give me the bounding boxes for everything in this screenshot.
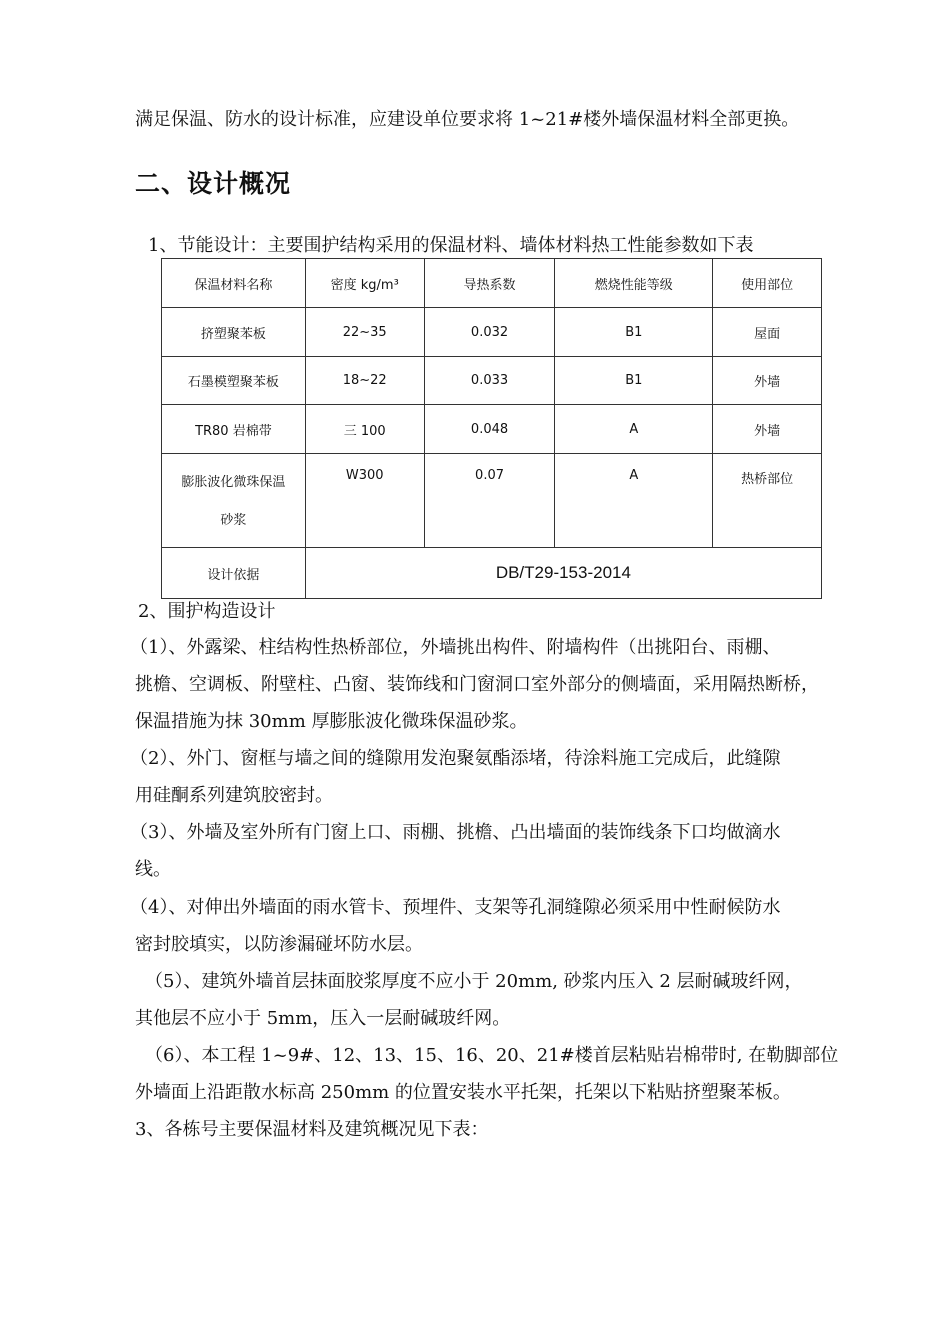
table-cell: 0.07: [424, 454, 555, 548]
table-cell: 0.033: [424, 357, 555, 405]
paragraph-item1-line3: 保温措施为抹 30mm 厚膨胀波化微珠保温砂浆。: [135, 711, 528, 732]
paragraph-item1-line1: （1）、外露梁、柱结构性热桥部位，外墙挑出构件、附墙构件（出挑阳台、雨棚、: [130, 637, 781, 658]
table-cell: B1: [555, 357, 713, 405]
paragraph-item5-line2: 其他层不应小于 5mm，压入一层耐碱玻纤网。: [135, 1008, 511, 1029]
paragraph-item5-line1: （5）、建筑外墙首层抹面胶浆厚度不应小于 20mm, 砂浆内压入 2 层耐碱玻纤网，: [145, 971, 803, 992]
table-cell: 0.032: [424, 308, 555, 357]
material-name-line1: 膨胀波化微珠保温: [181, 475, 286, 490]
table-cell: W300: [305, 454, 424, 548]
table-cell: 0.048: [424, 405, 555, 454]
paragraph-item6-line2: 外墙面上沿距散水标高 250mm 的位置安装水平托架，托架以下粘贴挤塑聚苯板。: [135, 1082, 791, 1103]
table-header-cell: 燃烧性能等级: [555, 259, 713, 308]
paragraph-energy-design: 1、节能设计：主要围护结构采用的保温材料、墙体材料热工性能参数如下表: [148, 235, 754, 256]
basis-value: DB/T29-153-2014: [305, 548, 821, 599]
material-name-line2: 砂浆: [220, 513, 247, 528]
paragraph-item1-line2: 挑檐、空调板、附壁柱、凸窗、装饰线和门窗洞口室外部分的侧墙面，采用隔热断桥，: [135, 674, 819, 695]
table-row: [162, 454, 822, 548]
paragraph-item3-line1: （3）、外墙及室外所有门窗上口、雨棚、挑檐、凸出墙面的装饰线条下口均做滴水: [130, 822, 781, 843]
paragraph-item4-line2: 密封胶填实，以防渗漏碰坏防水层。: [135, 934, 423, 955]
paragraph-item6-line1: （6）、本工程 1~9#、12、13、15、16、20、21#楼首层粘贴岩棉带时, 在勒脚部位: [145, 1045, 839, 1066]
table-cell: 22~35: [305, 308, 424, 357]
table-header-cell: 保温材料名称: [162, 259, 306, 308]
table-cell: B1: [555, 308, 713, 357]
paragraph-item2-line1: （2）、外门、窗框与墙之间的缝隙用发泡聚氨酯添堵，待涂料施工完成后，此缝隙: [130, 748, 781, 769]
paragraph-envelope-design: 2、围护构造设计: [138, 601, 276, 622]
paragraph-item4-line1: （4）、对伸出外墙面的雨水管卡、预埋件、支架等孔洞缝隙必须采用中性耐候防水: [130, 897, 781, 918]
table-header-cell: 导热系数: [424, 259, 555, 308]
table-header-cell: 密度 kg/m³: [305, 259, 424, 308]
table-row: [162, 405, 822, 454]
table-cell: TR80 岩棉带: [162, 405, 306, 454]
material-name: [181, 464, 285, 540]
table-cell: 挤塑聚苯板: [162, 308, 306, 357]
paragraph-item2-line2: 用硅酮系列建筑胶密封。: [135, 785, 333, 806]
table-cell: 热桥部位: [713, 454, 822, 548]
table-header-cell: 使用部位: [713, 259, 822, 308]
table-cell: 石墨模塑聚苯板: [162, 357, 306, 405]
thermal-parameters-table: [161, 258, 822, 599]
table-cell: 屋面: [713, 308, 822, 357]
section-title: 二、设计概况: [135, 169, 292, 198]
table-cell: 外墙: [713, 405, 822, 454]
table-cell: 18~22: [305, 357, 424, 405]
table-cell: A: [555, 454, 713, 548]
paragraph-item3-line2: 线。: [135, 859, 171, 880]
basis-label: 设计依据: [162, 548, 306, 599]
paragraph-building-summary: 3、各栋号主要保温材料及建筑概况见下表：: [135, 1119, 489, 1140]
table-basis-row: [162, 548, 822, 599]
paragraph-intro: 满足保温、防水的设计标准，应建设单位要求将 1~21#楼外墙保温材料全部更换。: [135, 109, 800, 130]
table-row: [162, 357, 822, 405]
table-cell: 外墙: [713, 357, 822, 405]
table-header-row: [162, 259, 822, 308]
table-cell: A: [555, 405, 713, 454]
table-cell-material: [162, 454, 306, 548]
table-row: [162, 308, 822, 357]
table-cell: 三 100: [305, 405, 424, 454]
